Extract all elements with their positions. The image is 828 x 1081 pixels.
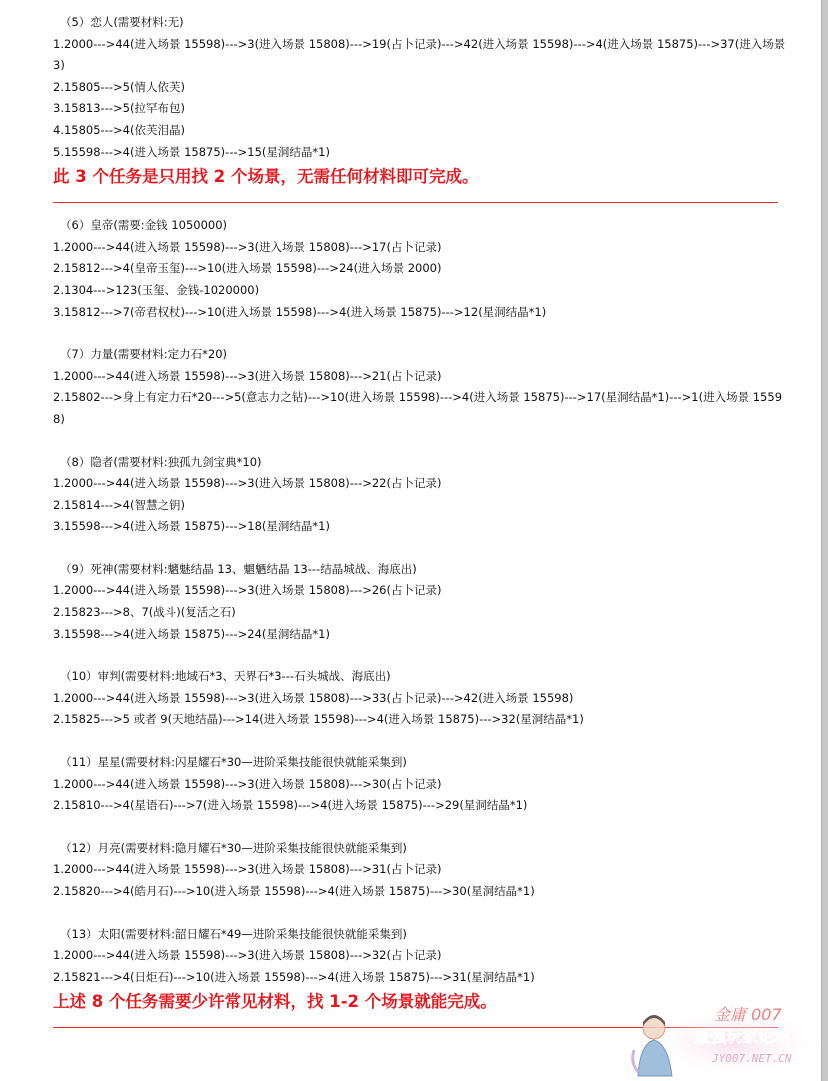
task-block-lovers xyxy=(53,12,788,163)
spacer xyxy=(53,731,788,752)
task-block-death xyxy=(53,559,788,645)
task-heading: （6）皇帝(需要:金钱 1050000) xyxy=(60,218,228,233)
task-step: 3.15812--->7(帝君权杖)--->10(进入场景 15598)--->4(进入场景 15875)--->12(星洞结晶*1) xyxy=(53,304,547,319)
task-step: 2.15814--->4(智慧之钥) xyxy=(53,497,185,512)
task-heading: （7）力量(需要材料:定力石*20) xyxy=(60,347,228,362)
spacer xyxy=(53,431,788,452)
task-step: 3.15813--->5(拉罕布包) xyxy=(53,101,185,116)
spacer xyxy=(53,645,788,666)
summary-note: 此 3 个任务是只用找 2 个场景，无需任何材料即可完成。 xyxy=(53,167,479,187)
task-step: 1.2000--->44(进入场景 15598)--->3(进入场景 15808)--->22(占卜记录) xyxy=(53,476,442,491)
task-heading: （11）星星(需要材料:闪星耀石*30—进阶采集技能很快就能采集到) xyxy=(60,755,407,770)
task-step: 4.15805--->4(依芙泪晶) xyxy=(53,122,185,137)
window-scroll-edge[interactable] xyxy=(821,0,828,1081)
watermark-line2: 最强玩家论坛 xyxy=(694,1027,791,1046)
task-step: 2.15821--->4(日炬石)--->10(进入场景 15598)--->4(进入场景 15875)--->31(星洞结晶*1) xyxy=(53,969,535,984)
spacer xyxy=(53,903,788,924)
spacer xyxy=(53,323,788,344)
task-step: 2.1304--->123(玉玺、金钱-1020000) xyxy=(53,282,260,297)
task-heading: （13）太阳(需要材料:韶日耀石*49—进阶采集技能很快就能采集到) xyxy=(60,926,407,941)
task-heading: （9）死神(需要材料:魑魅结晶 13、魍魉结晶 13---结晶城战、海底出) xyxy=(60,561,417,576)
task-step: 2.15823--->8、7(战斗)(复活之石) xyxy=(53,605,236,620)
task-step: 1.2000--->44(进入场景 15598)--->3(进入场景 15808)--->33(占卜记录)--->42(进入场景 15598) xyxy=(53,690,574,705)
watermark-line3: JY007.NET.CN xyxy=(712,1052,792,1065)
document-body xyxy=(53,12,788,1040)
spacer xyxy=(53,538,788,559)
task-heading: （8）隐者(需要材料:独孤九剑宝典*10) xyxy=(60,454,262,469)
task-step: 2.15802--->身上有定力石*20--->5(意志力之钻)--->10(进入场景 15598)--->4(进入场景 15875)--->17(星洞结晶*1)--->1(进入场景 15598) xyxy=(53,390,783,426)
task-step: 5.15598--->4(进入场景 15875)--->15(星洞结晶*1) xyxy=(53,144,330,159)
task-heading: （10）审判(需要材料:地域石*3、天界石*3---石头城战、海底出) xyxy=(60,669,391,684)
divider-line xyxy=(53,202,778,203)
task-step: 3.15598--->4(进入场景 15875)--->18(星洞结晶*1) xyxy=(53,519,330,534)
task-step: 1.2000--->44(进入场景 15598)--->3(进入场景 15808)--->32(占卜记录) xyxy=(53,948,442,963)
task-block-emperor xyxy=(53,215,788,323)
summary-note: 上述 8 个任务需要少许常见材料，找 1-2 个场景就能完成。 xyxy=(53,992,497,1012)
task-step: 1.2000--->44(进入场景 15598)--->3(进入场景 15808)--->31(占卜记录) xyxy=(53,862,442,877)
task-step: 1.2000--->44(进入场景 15598)--->3(进入场景 15808)--->17(占卜记录) xyxy=(53,239,442,254)
spacer xyxy=(53,817,788,838)
task-step: 2.15810--->4(星语石)--->7(进入场景 15598)--->4(进入场景 15875)--->29(星洞结晶*1) xyxy=(53,798,528,813)
task-heading: （12）月亮(需要材料:隐月耀石*30—进阶采集技能很快就能采集到) xyxy=(60,840,407,855)
task-step: 2.15825--->5 或者 9(天地结晶)--->14(进入场景 15598)--->4(进入场景 15875)--->32(星洞结晶*1) xyxy=(53,712,584,727)
task-block-strength xyxy=(53,344,788,430)
task-step: 1.2000--->44(进入场景 15598)--->3(进入场景 15808)--->19(占卜记录)--->42(进入场景 15598)--->4(进入场景 15875)--->37(进入场景 3) xyxy=(53,36,786,73)
task-step: 1.2000--->44(进入场景 15598)--->3(进入场景 15808)--->26(占卜记录) xyxy=(53,583,442,598)
task-block-sun xyxy=(53,924,788,989)
task-heading: （5）恋人(需要材料:无) xyxy=(60,15,184,29)
task-step: 3.15598--->4(进入场景 15875)--->24(星洞结晶*1) xyxy=(53,626,330,641)
task-step: 2.15820--->4(皓月石)--->10(进入场景 15598)--->4(进入场景 15875)--->30(星洞结晶*1) xyxy=(53,884,535,898)
task-step: 1.2000--->44(进入场景 15598)--->3(进入场景 15808)--->21(占卜记录) xyxy=(53,368,442,383)
task-block-judgement xyxy=(53,666,788,731)
task-block-hermit xyxy=(53,452,788,538)
task-step: 1.2000--->44(进入场景 15598)--->3(进入场景 15808)--->30(占卜记录) xyxy=(53,776,442,791)
task-block-moon xyxy=(53,838,788,903)
task-block-star xyxy=(53,752,788,817)
task-step: 2.15805--->5(情人依芙) xyxy=(53,79,185,94)
watermark-line1: 金庸 007 xyxy=(714,1005,782,1024)
forum-watermark-logo xyxy=(624,1000,822,1078)
task-step: 2.15812--->4(皇帝玉玺)--->10(进入场景 15598)--->24(进入场景 2000) xyxy=(53,261,442,276)
